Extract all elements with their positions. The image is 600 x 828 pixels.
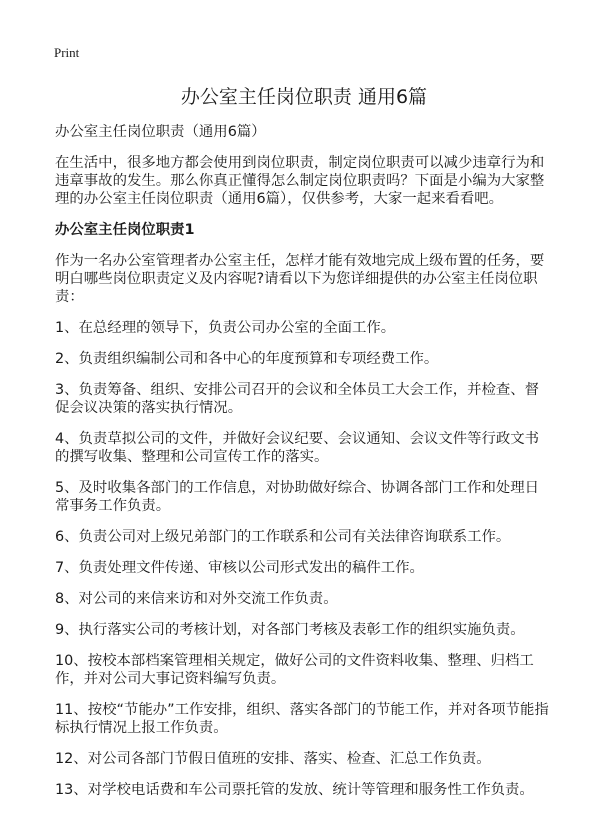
- list-item: 6、负责公司对上级兄弟部门的工作联系和公司有关法律咨询联系工作。: [55, 529, 511, 545]
- document-body: [55, 84, 553, 812]
- list-item: 4、负责草拟公司的文件，并做好会议纪要、会议通知、会议文件等行政文书的撰写收集、整理和公司宣传工作的落实。: [55, 431, 540, 465]
- subtitle: 办公室主任岗位职责（通用6篇）: [55, 124, 266, 140]
- list-item: 8、对公司的来信来访和对外交流工作负责。: [55, 591, 338, 607]
- list-item: 2、负责组织编制公司和各中心的年度预算和专项经费工作。: [55, 351, 439, 367]
- list-item: 9、执行落实公司的考核计划，对各部门考核及表彰工作的组织实施负责。: [55, 622, 525, 638]
- intro-paragraph: 在生活中，很多地方都会使用到岗位职责，制定岗位职责可以减少违章行为和违章事故的发生。那么你真正懂得怎么制定岗位职责吗？下面是小编为大家整理的办公室主任岗位职责（通用6篇），仅供参考，大家一起来看看吧。: [55, 155, 545, 207]
- list-item: 13、对学校电话费和车公司票托管的发放、统计等管理和服务性工作负责。: [55, 782, 534, 798]
- list-item: 12、对公司各部门节假日值班的安排、落实、检查、汇总工作负责。: [55, 751, 491, 767]
- section-intro: 作为一名办公室管理者办公室主任，怎样才能有效地完成上级布置的任务，要明白哪些岗位职责定义及内容呢?请看以下为您详细提供的办公室主任岗位职责：: [55, 253, 545, 305]
- print-link[interactable]: Print: [54, 45, 80, 60]
- page-title: 办公室主任岗位职责 通用6篇: [180, 86, 428, 108]
- list-item: 11、按校“节能办”工作安排，组织、落实各部门的节能工作，并对各项节能指标执行情况上报工作负责。: [55, 702, 549, 736]
- list-item: 3、负责筹备、组织、安排公司召开的会议和全体员工大会工作，并检查、督促会议决策的落实执行情况。: [55, 382, 540, 416]
- list-item: 7、负责处理文件传递、审核以公司形式发出的稿件工作。: [55, 560, 424, 576]
- list-item: 5、及时收集各部门的工作信息，对协助做好综合、协调各部门工作和处理日常事务工作负责。: [55, 480, 540, 514]
- section-heading: 办公室主任岗位职责1: [55, 222, 195, 238]
- list-item: 10、按校本部档案管理相关规定，做好公司的文件资料收集、整理、归档工作，并对公司大事记资料编写负责。: [55, 653, 534, 687]
- list-item: 1、在总经理的领导下，负责公司办公室的全面工作。: [55, 320, 396, 336]
